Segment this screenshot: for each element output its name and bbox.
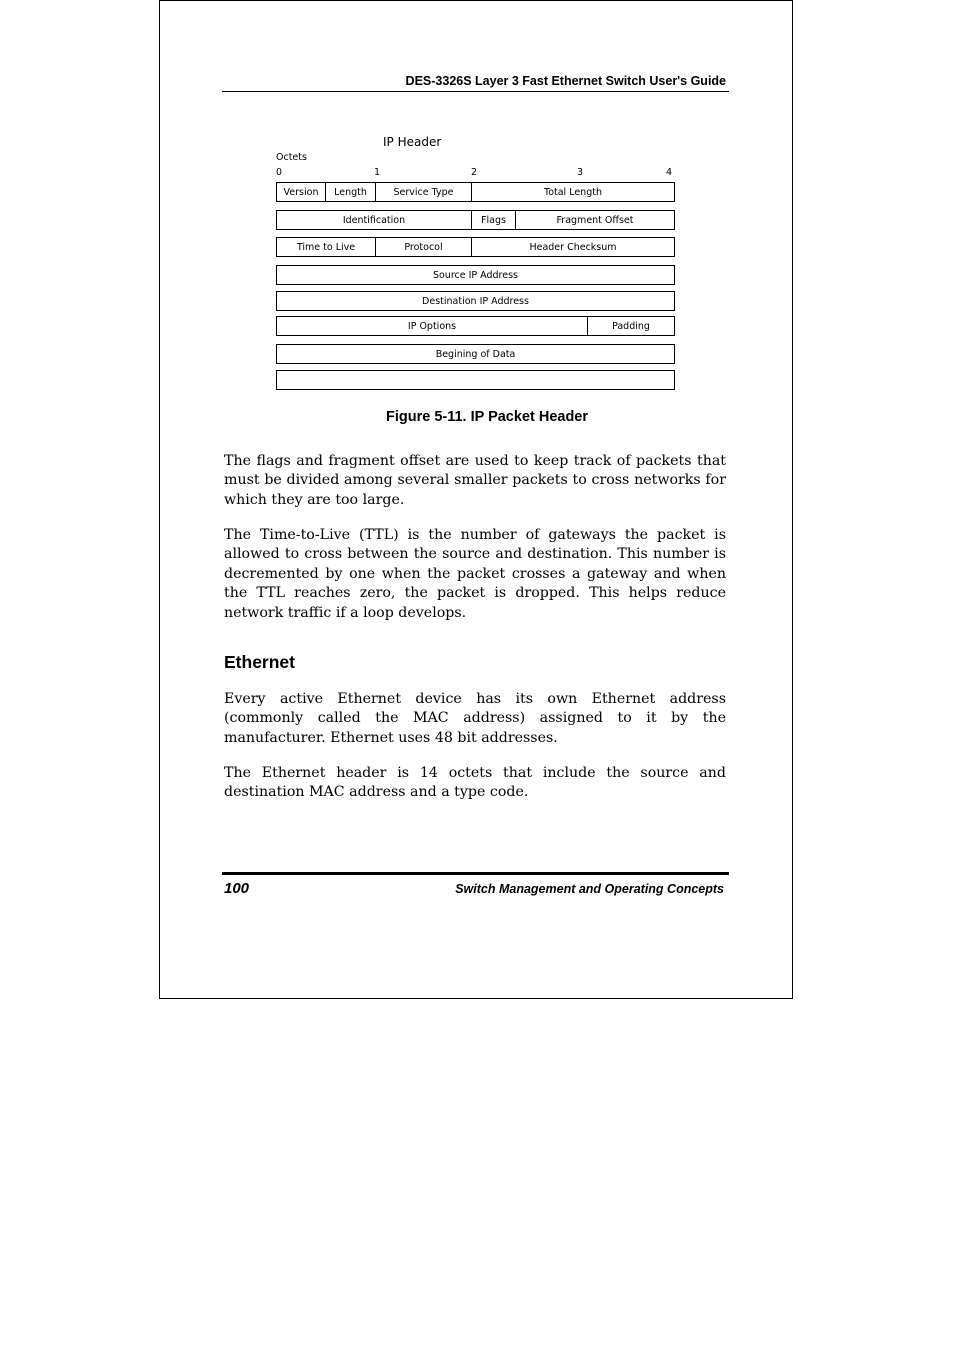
field-cell: Identification [342, 214, 406, 226]
field-cell: Header Checksum [471, 238, 674, 256]
field-cell: Flags [471, 211, 515, 229]
header-rule [222, 91, 729, 92]
header-row [276, 291, 675, 311]
section-heading: Ethernet [224, 652, 295, 672]
octet-number: 1 [374, 167, 381, 178]
footer-rule [222, 872, 729, 875]
field-cell: Service Type [375, 183, 471, 201]
footer-title: Switch Management and Operating Concepts [455, 882, 724, 896]
field-cell: Padding [587, 317, 674, 335]
header-row [276, 265, 675, 285]
header-row [276, 210, 675, 230]
header-row [276, 316, 675, 336]
octet-number: 3 [577, 167, 584, 178]
field-cell [277, 371, 674, 389]
field-cell: Fragment Offset [515, 211, 674, 229]
field-cell: Length [325, 183, 375, 201]
body-paragraph: The flags and fragment offset are used to keep track of packets that must be divided among several smaller packets to cross networks for which they are too large. [224, 453, 726, 508]
field-cell: IP Options [407, 320, 457, 332]
field-cell: Version [283, 186, 319, 198]
octets-label: Octets [276, 152, 307, 163]
body-paragraph: The Time-to-Live (TTL) is the number of gateways the packet is allowed to cross between the source and destination. This number is decremented by one when the packet crosses a gateway and when the TTL reaches zero, the packet is dropped. This helps reduce network traffic if a loop develops. [224, 527, 726, 621]
body-paragraph: Every active Ethernet device has its own Ethernet address (commonly called the MAC address) assigned to it by the manufacturer. Ethernet uses 48 bit addresses. [224, 691, 726, 746]
field-cell: Total Length [471, 183, 674, 201]
header-row [276, 182, 675, 202]
octet-number: 2 [471, 167, 478, 178]
figure-caption: Figure 5-11. IP Packet Header [385, 409, 589, 425]
field-cell: Protocol [375, 238, 471, 256]
field-cell: Time to Live [296, 241, 356, 253]
header-row [276, 237, 675, 257]
header-row [276, 370, 675, 390]
page-header-title: DES-3326S Layer 3 Fast Ethernet Switch User's Guide [405, 74, 726, 88]
page-number: 100 [224, 880, 250, 897]
diagram-title: IP Header [383, 135, 442, 149]
body-paragraph: The Ethernet header is 14 octets that include the source and destination MAC address and a type code. [224, 765, 726, 801]
octet-number: 4 [666, 167, 673, 178]
octet-number: 0 [276, 167, 283, 178]
header-row [276, 344, 675, 364]
field-cell: Begining of Data [435, 348, 516, 360]
field-cell: Source IP Address [432, 269, 519, 281]
field-cell: Destination IP Address [422, 295, 529, 307]
